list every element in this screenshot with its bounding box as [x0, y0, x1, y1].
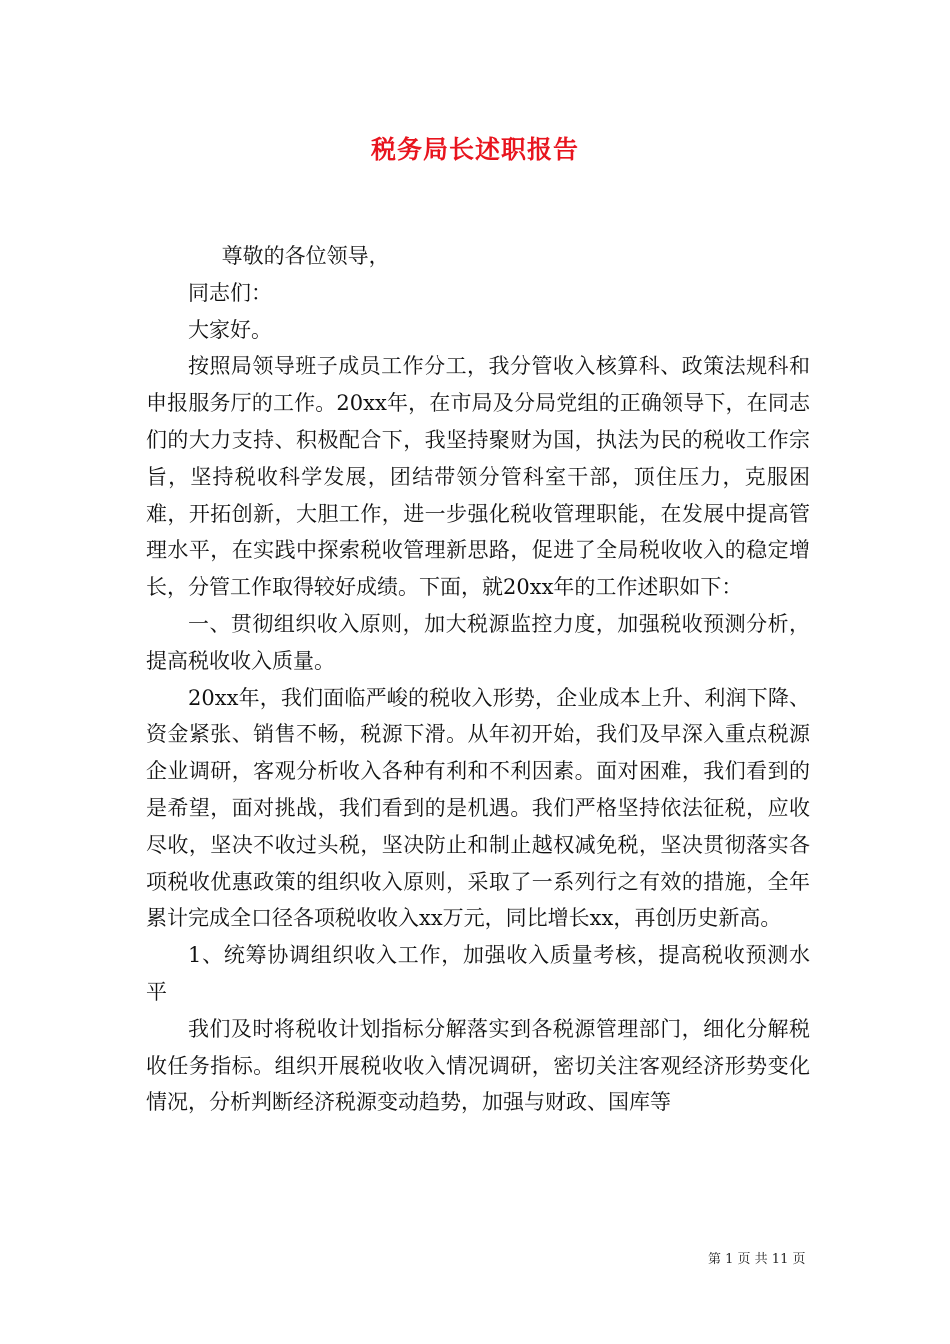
greeting-comrades-paragraph: 同志们： [188, 280, 272, 305]
document-title: 税务局长述职报告 [370, 135, 579, 164]
greeting-hello-paragraph: 大家好。 [188, 317, 272, 342]
section-one-paragraph: 20xx年，我们面临严峻的税收入形势，企业成本上升、利润下降、资金紧张、销售不畅，税源下滑。从年初开始，我们及早深入重点税源企业调研，客观分析收入各种有利和不利因素。面对困难，我们看到的是希望，面对挑战，我们看到的是机遇。我们严格坚持依法征税，应收尽收，坚决不收过头税，坚决防止和制止越权减免税，坚决贯彻落实各项税收优惠政策的组织收入原则，采取了一系列行之有效的措施，全年累计完成全口径各项税收收入xx万元，同比增长xx，再创历史新高。 [146, 685, 810, 931]
subsection-one-paragraph: 我们及时将税收计划指标分解落实到各税源管理部门，细化分解税收任务指标。组织开展税收收入情况调研，密切关注客观经济形势变化情况，分析判断经济税源变动趋势，加强与财政、国库等 [146, 1016, 810, 1115]
document-body [146, 238, 810, 1121]
salutation-paragraph: 尊敬的各位领导， [221, 244, 390, 268]
intro-paragraph: 按照局领导班子成员工作分工，我分管收入核算科、政策法规科和申报服务厅的工作。20xx年，在市局及分局党组的正确领导下，在同志们的大力支持、积极配合下，我坚持聚财为国，执法为民的税收工作宗旨，坚持税收科学发展，团结带领分管科室干部，顶住压力，克服困难，开拓创新，大胆工作，进一步强化税收管理职能，在发展中提高管理水平，在实践中探索税收管理新思路，促进了全局税收收入的稳定增长，分管工作取得较好成绩。下面，就20xx年的工作述职如下： [146, 354, 810, 600]
section-one-heading: 一、贯彻组织收入原则，加大税源监控力度，加强税收预测分析，提高税收收入质量。 [146, 611, 810, 673]
page-number-footer: 第 1 页 共 11 页 [708, 1252, 806, 1267]
subsection-one-heading: 1、统筹协调组织收入工作，加强收入质量考核，提高税收预测水平 [146, 943, 810, 1004]
